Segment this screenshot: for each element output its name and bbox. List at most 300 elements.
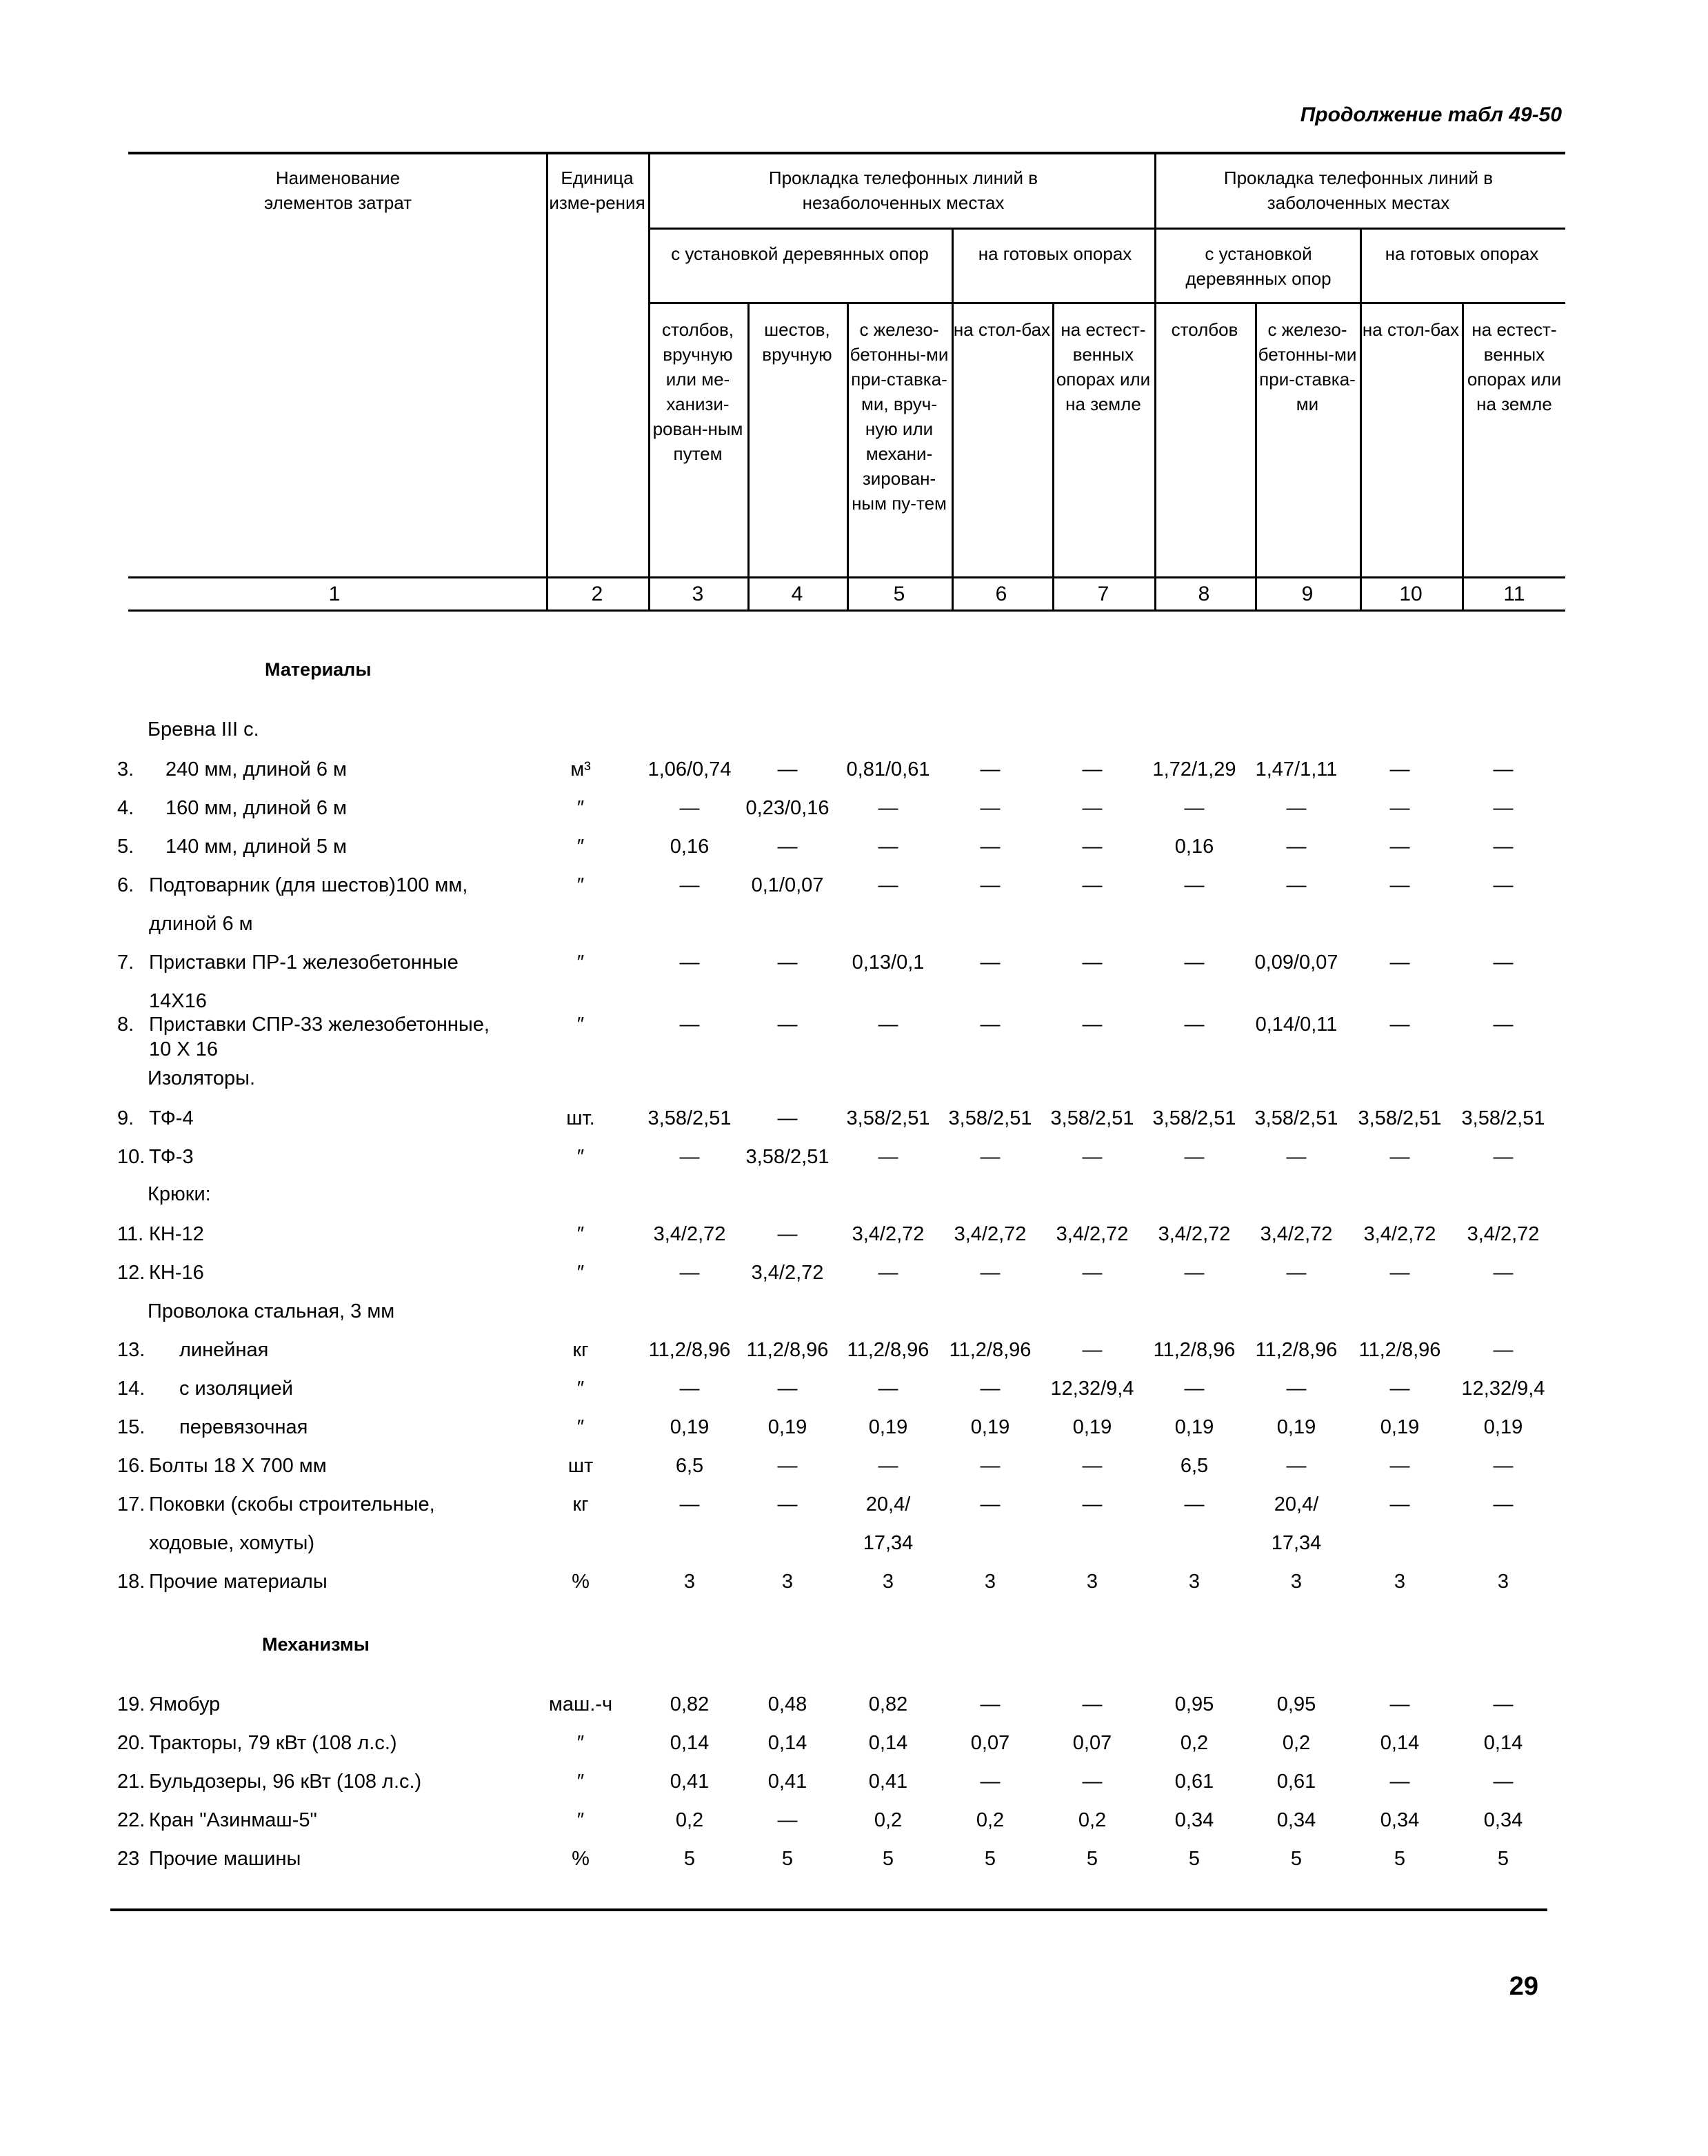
row-number: 6. — [117, 874, 134, 896]
row-number: 13. — [117, 1339, 145, 1361]
row-value: — — [1493, 1493, 1514, 1515]
row-value: — — [777, 951, 798, 974]
row-value: 0,19 — [1072, 1416, 1112, 1438]
row-unit: кг — [572, 1493, 589, 1515]
section-mechanisms: Механизмы — [262, 1634, 370, 1655]
row-value: 0,14 — [868, 1732, 908, 1754]
row-unit: ″ — [576, 1416, 585, 1438]
table-bottom-rule — [110, 1908, 1547, 1911]
row-unit: % — [572, 1571, 590, 1593]
row-value: — — [1389, 758, 1410, 780]
row-value: 11,2/8,96 — [648, 1339, 731, 1361]
row-value: — — [1493, 1339, 1514, 1361]
row-value: — — [1082, 874, 1103, 896]
row-value: — — [1082, 1339, 1103, 1361]
row-value: — — [1493, 1693, 1514, 1715]
row-unit: ″ — [576, 1014, 585, 1036]
row-value: 0,2 — [1078, 1809, 1107, 1831]
row-value: 0,41 — [868, 1771, 908, 1793]
row-name: ТФ-3 — [149, 1146, 194, 1168]
row-unit: ″ — [576, 1223, 585, 1245]
row-value: 0,19 — [670, 1416, 710, 1438]
row-value: — — [1082, 1693, 1103, 1715]
row-value: 0,48 — [767, 1693, 807, 1715]
row-value: — — [1286, 1378, 1307, 1400]
row-value: — — [980, 797, 1001, 819]
table-row — [117, 1732, 1579, 1762]
row-value: 3 — [1497, 1571, 1509, 1593]
header-c8: столбов — [1171, 319, 1238, 340]
vline-7 — [1154, 152, 1156, 612]
row-value: 0,14 — [1483, 1732, 1523, 1754]
row-name: Кран "Азинмаш-5" — [149, 1809, 317, 1831]
header-col1: Наименование элементов затрат — [263, 168, 412, 213]
colnum-5: 5 — [893, 583, 905, 605]
row-value: — — [1082, 1146, 1103, 1168]
row-name: Прочие материалы — [149, 1571, 328, 1593]
colnum-10: 10 — [1399, 583, 1423, 605]
table-row — [117, 1262, 1579, 1292]
row-unit: % — [572, 1848, 590, 1870]
row-unit: ″ — [576, 1771, 585, 1793]
row-value: — — [1184, 951, 1205, 974]
row-value: 0,13/0,1 — [852, 951, 925, 974]
row-unit: ″ — [576, 797, 585, 819]
row-value: — — [980, 874, 1001, 896]
row-value: 5 — [1188, 1848, 1200, 1870]
row-unit: ″ — [576, 1732, 585, 1754]
row-value: — — [1082, 1262, 1103, 1284]
row-value: 0,95 — [1276, 1693, 1316, 1715]
row-value: 3 — [1086, 1571, 1098, 1593]
row-value: 11,2/8,96 — [847, 1339, 930, 1361]
row-unit: маш.-ч — [548, 1693, 613, 1715]
colnum-8: 8 — [1198, 583, 1210, 605]
row-value: — — [1082, 1455, 1103, 1477]
colnum-6: 6 — [995, 583, 1007, 605]
row-value: 0,34 — [1174, 1809, 1214, 1831]
row-value: — — [1286, 1455, 1307, 1477]
row-number: 18. — [117, 1571, 145, 1593]
row-value: — — [980, 1146, 1001, 1168]
row-value: 0,19 — [868, 1416, 908, 1438]
header-c4: шестов, вручную — [762, 319, 832, 365]
row-value: — — [980, 1493, 1001, 1515]
row-value: 0,14 — [1380, 1732, 1420, 1754]
row-value: — — [1082, 951, 1103, 974]
row-value: — — [980, 1771, 1001, 1793]
row-value: — — [980, 951, 1001, 974]
row-value: — — [1184, 1146, 1205, 1168]
row-value: — — [679, 1493, 700, 1515]
row-value: — — [980, 758, 1001, 780]
row-name: КН-16 — [149, 1262, 204, 1284]
row-value: 5 — [882, 1848, 894, 1870]
row-value: 0,16 — [670, 836, 710, 858]
row-value: — — [1082, 758, 1103, 780]
row-value: 0,07 — [970, 1732, 1010, 1754]
header-top-rule — [128, 152, 1565, 154]
row-name: 140 мм, длиной 5 м — [165, 836, 347, 858]
row-value: 3,4/2,72 — [1158, 1223, 1231, 1245]
row-value: 0,19 — [1380, 1416, 1420, 1438]
row-value: 1,06/0,74 — [647, 758, 732, 780]
row-value: — — [777, 1809, 798, 1831]
row-value: — — [1082, 797, 1103, 819]
header-group-a: Прокладка телефонных линий в незаболоченных местах — [768, 168, 1038, 213]
row-value: — — [1184, 797, 1205, 819]
row-value: — — [679, 1014, 700, 1036]
row-value: — — [777, 836, 798, 858]
row-value: — — [1286, 797, 1307, 819]
row-value: — — [1184, 874, 1205, 896]
row-value: — — [980, 1455, 1001, 1477]
header-col2: Единица изме-рения — [549, 168, 645, 213]
row-value: 3,4/2,72 — [852, 1223, 925, 1245]
row-value: 5 — [984, 1848, 996, 1870]
table-row — [117, 758, 1579, 789]
row-value: 0,09/0,07 — [1254, 951, 1338, 974]
row-value: — — [878, 836, 898, 858]
row-value: 5 — [1086, 1848, 1098, 1870]
row-value: 5 — [781, 1848, 794, 1870]
table-row — [117, 951, 1579, 982]
row-name: ТФ-4 — [149, 1107, 194, 1129]
row-value: 11,2/8,96 — [1358, 1339, 1441, 1361]
row-number: 11. — [117, 1223, 144, 1245]
row-value: — — [1493, 758, 1514, 780]
row-value: — — [1389, 1014, 1410, 1036]
row-value: 3 — [781, 1571, 794, 1593]
row-value: 3 — [1188, 1571, 1200, 1593]
row-value: — — [777, 1014, 798, 1036]
row-value: 0,1/0,07 — [751, 874, 824, 896]
row-unit: кг — [572, 1339, 589, 1361]
row-value: — — [1493, 874, 1514, 896]
row-unit: м³ — [570, 758, 591, 780]
vline-1 — [546, 152, 548, 612]
row-value: — — [1493, 951, 1514, 974]
row-value: 11,2/8,96 — [949, 1339, 1032, 1361]
row-value: 0,19 — [970, 1416, 1010, 1438]
row-value: — — [1286, 836, 1307, 858]
row-value: 3,58/2,51 — [745, 1146, 830, 1168]
row-value: — — [878, 1146, 898, 1168]
row-value: — — [1493, 1262, 1514, 1284]
table-row — [117, 836, 1579, 866]
row-value: 3,4/2,72 — [1363, 1223, 1436, 1245]
row-value: 12,32/9,4 — [1050, 1378, 1134, 1400]
row-number: 15. — [117, 1416, 145, 1438]
row-value: — — [1082, 1014, 1103, 1036]
colnum-2: 2 — [591, 583, 603, 605]
row-value: 3,58/2,51 — [1050, 1107, 1134, 1129]
row-number: 3. — [117, 758, 134, 780]
row-value: 0,34 — [1483, 1809, 1523, 1831]
row-value: 6,5 — [1180, 1455, 1209, 1477]
row-unit: ″ — [576, 874, 585, 896]
row-name: Подтоварник (для шестов)100 мм, — [149, 874, 468, 896]
header-c6: на стол-бах — [953, 319, 1051, 340]
row-value: — — [1389, 1493, 1410, 1515]
row-value: — — [1493, 1455, 1514, 1477]
table-row — [117, 1848, 1579, 1878]
header-sub-b2: на готовых опорах — [1385, 243, 1539, 264]
row-unit: ″ — [576, 1378, 585, 1400]
row-name: линейная — [179, 1339, 269, 1361]
row-value: 3 — [1394, 1571, 1406, 1593]
row-value: 3,4/2,72 — [1467, 1223, 1540, 1245]
group-logs: Бревна III с. — [148, 718, 259, 741]
row-value: 5 — [683, 1848, 696, 1870]
row-value: 3,58/2,51 — [1461, 1107, 1545, 1129]
row-value: — — [1389, 951, 1410, 974]
row-value: 11,2/8,96 — [1153, 1339, 1236, 1361]
row-value: 0,41 — [670, 1771, 710, 1793]
row-value: — — [1389, 1455, 1410, 1477]
row-value: — — [679, 1146, 700, 1168]
row-value: 3 — [984, 1571, 996, 1593]
row-name: Приставки ПР-1 железобетонные — [149, 951, 459, 974]
row-name-continued: ходовые, хомуты) — [149, 1532, 315, 1554]
row-value: 6,5 — [675, 1455, 704, 1477]
row-value: 3 — [882, 1571, 894, 1593]
row-value: — — [777, 1455, 798, 1477]
row-value: — — [1389, 836, 1410, 858]
row-number: 7. — [117, 951, 134, 974]
row-value: 0,2 — [675, 1809, 704, 1831]
table-row — [117, 1771, 1579, 1801]
table-row — [117, 1571, 1579, 1601]
table-row — [117, 1378, 1579, 1408]
group-hooks: Крюки: — [148, 1183, 211, 1205]
row-name: Прочие машины — [149, 1848, 301, 1870]
row-value: 5 — [1394, 1848, 1406, 1870]
row-value: 20,4/ — [865, 1493, 911, 1515]
row-name: Болты 18 Х 700 мм — [149, 1455, 327, 1477]
table-row — [117, 1146, 1579, 1176]
row-value: 0,19 — [767, 1416, 807, 1438]
row-value: 0,14 — [767, 1732, 807, 1754]
row-value: — — [878, 1378, 898, 1400]
row-value: — — [679, 1378, 700, 1400]
row-value-continued: 17,34 — [1271, 1532, 1322, 1554]
table-row — [117, 1493, 1579, 1524]
row-value: — — [878, 874, 898, 896]
row-value: — — [1389, 1378, 1410, 1400]
row-value: 0,34 — [1380, 1809, 1420, 1831]
row-name: Тракторы, 79 кВт (108 л.с.) — [149, 1732, 397, 1754]
row-value: — — [1184, 1378, 1205, 1400]
colnum-1: 1 — [328, 583, 341, 605]
header-group-b: Прокладка телефонных линий в заболоченных местах — [1223, 168, 1494, 213]
row-value: — — [1493, 1014, 1514, 1036]
row-value: — — [1184, 1014, 1205, 1036]
row-value: — — [980, 1014, 1001, 1036]
row-number: 8. — [117, 1014, 134, 1036]
row-number: 5. — [117, 836, 134, 858]
row-name: 240 мм, длиной 6 м — [165, 758, 347, 780]
table-row — [117, 1339, 1579, 1369]
row-value: — — [777, 1493, 798, 1515]
row-value: 3 — [683, 1571, 696, 1593]
row-name-continued: 10 Х 16 — [149, 1038, 218, 1060]
row-value: — — [1389, 1146, 1410, 1168]
table-caption: Продолжение табл 49-50 — [1300, 103, 1562, 126]
row-value: 0,41 — [767, 1771, 807, 1793]
row-value: 0,14 — [670, 1732, 710, 1754]
row-number: 22. — [117, 1809, 145, 1831]
row-value: — — [679, 874, 700, 896]
row-number: 4. — [117, 797, 134, 819]
colnum-9: 9 — [1301, 583, 1314, 605]
row-unit: шт. — [566, 1107, 595, 1129]
row-number: 20. — [117, 1732, 145, 1754]
group-rule — [650, 228, 1565, 230]
row-value: — — [878, 797, 898, 819]
colnum-11: 11 — [1503, 583, 1525, 605]
page-number: 29 — [1509, 1972, 1538, 2001]
row-value: 3,4/2,72 — [751, 1262, 824, 1284]
row-value: 12,32/9,4 — [1461, 1378, 1545, 1400]
colnum-7: 7 — [1097, 583, 1109, 605]
row-value: 3,58/2,51 — [846, 1107, 930, 1129]
section-materials: Материалы — [265, 659, 372, 680]
row-value: 0,14/0,11 — [1255, 1014, 1338, 1036]
row-value: — — [679, 1262, 700, 1284]
row-number: 16. — [117, 1455, 145, 1477]
row-number: 10. — [117, 1146, 145, 1168]
table-row — [117, 1014, 1579, 1044]
row-name-continued: длиной 6 м — [149, 913, 253, 935]
row-value: — — [1493, 1771, 1514, 1793]
row-value: — — [1389, 1693, 1410, 1715]
row-value: 0,34 — [1276, 1809, 1316, 1831]
row-value: — — [679, 797, 700, 819]
row-value: — — [980, 1262, 1001, 1284]
header-c3: столбов, вручную или ме-ханизи-рован-ным путем — [652, 319, 743, 464]
row-value: — — [1082, 836, 1103, 858]
row-value: — — [777, 758, 798, 780]
row-unit: ″ — [576, 1809, 585, 1831]
row-name: Ямобур — [149, 1693, 221, 1715]
vline-9 — [1360, 228, 1362, 612]
header-sub-a2: на готовых опорах — [978, 243, 1132, 264]
table-row — [117, 1107, 1579, 1138]
table-row — [117, 1223, 1579, 1253]
table-row — [117, 874, 1579, 905]
row-number: 17. — [117, 1493, 145, 1515]
row-value: — — [980, 1693, 1001, 1715]
row-unit: ″ — [576, 1146, 585, 1168]
row-value: — — [777, 1378, 798, 1400]
row-value: — — [1493, 1146, 1514, 1168]
row-value: 20,4/ — [1274, 1493, 1319, 1515]
row-value: — — [878, 1014, 898, 1036]
row-value: 3,58/2,51 — [647, 1107, 732, 1129]
row-value: — — [1082, 1771, 1103, 1793]
row-value: 0,2 — [874, 1809, 903, 1831]
row-value: 0,82 — [670, 1693, 710, 1715]
row-value: — — [878, 1262, 898, 1284]
row-value: — — [777, 1223, 798, 1245]
row-value: — — [1389, 874, 1410, 896]
row-value: 0,2 — [1282, 1732, 1311, 1754]
row-value: 5 — [1497, 1848, 1509, 1870]
row-value: — — [1389, 1771, 1410, 1793]
row-number: 12. — [117, 1262, 145, 1284]
header-c9: с железо-бетонны-ми при-ставка-ми — [1258, 319, 1357, 414]
row-value: — — [1286, 874, 1307, 896]
row-value-continued: 17,34 — [863, 1532, 914, 1554]
vline-5 — [952, 228, 954, 612]
row-name: перевязочная — [179, 1416, 308, 1438]
row-value: — — [1493, 797, 1514, 819]
header-sub-a1: с установкой деревянных опор — [671, 243, 929, 264]
row-number: 19. — [117, 1693, 145, 1715]
row-value: 3,4/2,72 — [1056, 1223, 1129, 1245]
group-wire: Проволока стальная, 3 мм — [148, 1300, 395, 1322]
row-value: 5 — [1290, 1848, 1303, 1870]
row-value: — — [1286, 1262, 1307, 1284]
row-unit: шт — [567, 1455, 594, 1477]
row-value: 0,2 — [976, 1809, 1005, 1831]
row-value: 0,95 — [1174, 1693, 1214, 1715]
row-value: 0,61 — [1276, 1771, 1316, 1793]
header-sub-b1: с установкой деревянных опор — [1185, 243, 1332, 289]
row-value: 1,72/1,29 — [1152, 758, 1236, 780]
row-number: 9. — [117, 1107, 134, 1129]
row-value: — — [1493, 836, 1514, 858]
row-name: Бульдозеры, 96 кВт (108 л.с.) — [149, 1771, 422, 1793]
row-value: 3,58/2,51 — [1152, 1107, 1236, 1129]
row-name: КН-12 — [149, 1223, 204, 1245]
row-value: 0,16 — [1174, 836, 1214, 858]
colnum-3: 3 — [692, 583, 704, 605]
row-value: 0,82 — [868, 1693, 908, 1715]
row-value: — — [878, 1455, 898, 1477]
row-value: 0,19 — [1483, 1416, 1523, 1438]
table-row — [117, 1455, 1579, 1485]
row-value: 3,4/2,72 — [1260, 1223, 1333, 1245]
row-value: — — [980, 1378, 1001, 1400]
row-value: 0,19 — [1174, 1416, 1214, 1438]
row-value: 0,81/0,61 — [846, 758, 930, 780]
row-value: 11,2/8,96 — [746, 1339, 829, 1361]
row-value: 0,07 — [1072, 1732, 1112, 1754]
row-value: — — [1286, 1146, 1307, 1168]
row-unit: ″ — [576, 1262, 585, 1284]
row-value: — — [980, 836, 1001, 858]
row-name-continued: 14Х16 — [149, 990, 207, 1012]
table-row — [117, 797, 1579, 827]
row-name: Приставки СПР-33 железобетонные, — [149, 1014, 490, 1036]
row-value: — — [679, 951, 700, 974]
header-c10: на стол-бах — [1362, 319, 1460, 340]
row-value: — — [777, 1107, 798, 1129]
row-name: Поковки (скобы строительные, — [149, 1493, 435, 1515]
row-value: 11,2/8,96 — [1255, 1339, 1338, 1361]
row-value: 3,4/2,72 — [653, 1223, 726, 1245]
row-value: 3,4/2,72 — [954, 1223, 1027, 1245]
row-value: — — [1389, 797, 1410, 819]
header-c7: на естест-венных опорах или на земле — [1056, 319, 1151, 414]
row-value: — — [1082, 1493, 1103, 1515]
header-c11: на естест-венных опорах или на земле — [1467, 319, 1562, 414]
row-value: 3 — [1290, 1571, 1303, 1593]
row-unit: ″ — [576, 951, 585, 974]
table-row — [117, 1416, 1579, 1447]
